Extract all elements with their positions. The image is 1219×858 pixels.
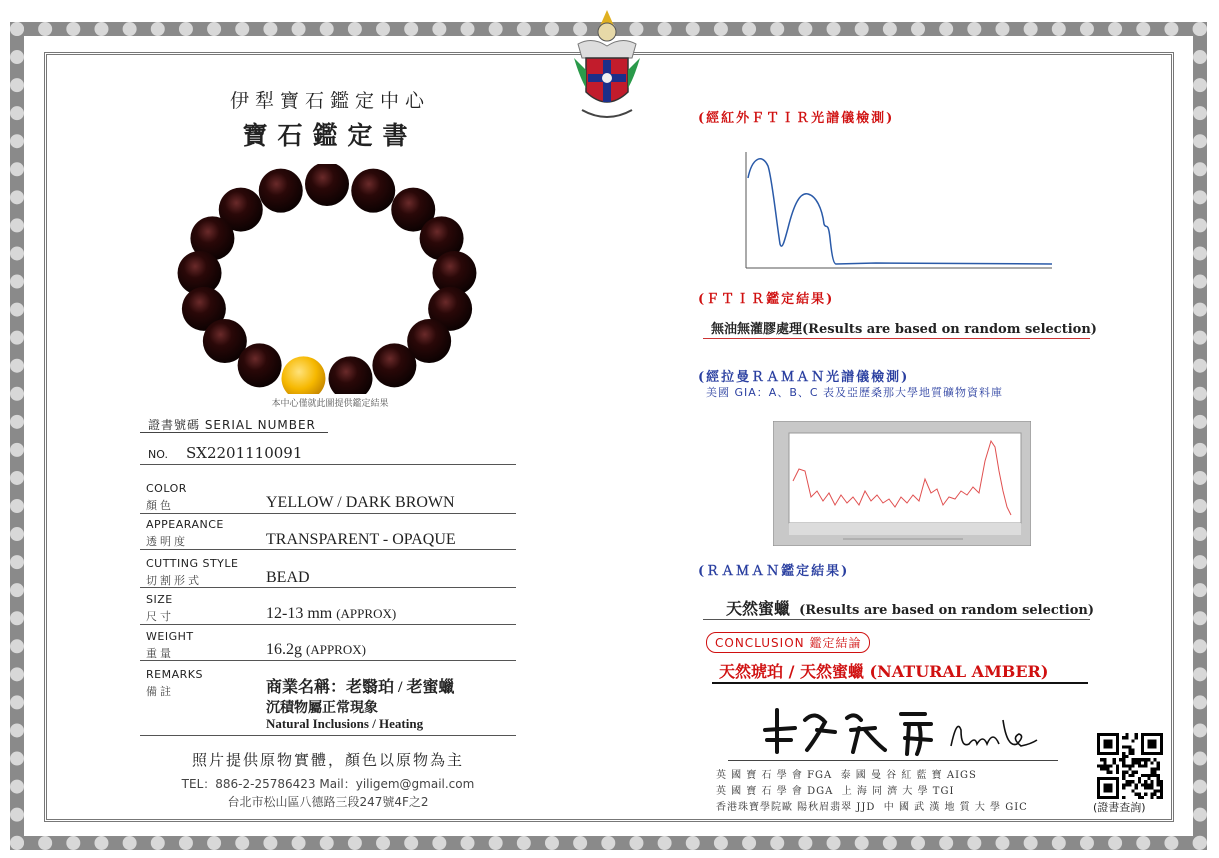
cutting-style-value: BEAD [266,569,310,586]
serial-number-label: 證書號碼 SERIAL NUMBER [148,418,316,432]
conclusion-label: CONCLUSION 鑑定結論 [706,632,870,653]
cutting-style-label-zh: 切割形式 [146,574,202,587]
address: 台北市松山區八德路三段247號4F之2 [227,795,429,809]
issuer-name: 伊犁寶石鑑定中心 [229,90,430,112]
photo-note: 照片提供原物實體，顏色以原物為主 [191,751,464,769]
raman-heading: (經拉曼ＲＡＭＡＮ光譜儀檢測) [698,370,910,385]
coat-of-arms-logo [572,8,642,128]
remarks-label-zh: 備註 [146,685,174,698]
weight-label-en: WEIGHT [146,630,194,643]
weight-label-zh: 重量 [146,647,174,660]
qr-code-label: (證書查詢) [1093,801,1146,814]
divider [140,660,516,661]
conclusion-value: 天然琥珀 / 天然蜜蠟 (NATURAL AMBER) [719,662,1049,681]
divider [703,338,1090,339]
dark-bead [329,356,373,394]
dark-bead [351,169,395,213]
divider [712,682,1088,684]
appearance-label-zh: 透明度 [146,535,188,548]
qr-code[interactable] [1097,733,1163,799]
divider [140,549,516,550]
serial-no-label: NO. [148,448,168,461]
color-value: YELLOW / DARK BROWN [266,494,455,511]
dark-bead [238,343,282,387]
contact-info: TEL：886-2-25786423 Mail：yiligem@gmail.com [181,777,475,791]
size-label-zh: 尺寸 [146,610,174,623]
divider [140,513,516,514]
remarks-inclusions-en: Natural Inclusions / Heating [266,716,424,731]
raman-database: 美國 GIA：A、B、C 表及亞歷桑那大學地質礦物資料庫 [706,386,1004,399]
signature-line [728,760,1058,761]
divider [140,432,328,433]
signature [755,700,1045,760]
dark-bead [305,164,349,206]
remarks-value: 商業名稱：老翳珀 / 老蜜蠟 [266,679,455,696]
dark-bead [259,169,303,213]
remarks-label-en: REMARKS [146,668,203,681]
raman-spectrum-chart [773,421,1031,546]
size-value: 12-13 mm (APPROX) [266,605,397,622]
color-label-zh: 顏色 [146,499,174,512]
credential-row: 香港珠寶學院歐 陽秋眉翡翠 JJD 中 國 武 漢 地 質 大 學 GIC [716,802,1028,813]
document-title: 寶石鑑定書 [242,121,418,150]
ftir-spectrum-chart [736,148,1054,272]
raman-result: 天然蜜蠟 (Results are based on random selection) [726,599,1094,618]
credential-row: 英 國 寶 石 學 會 DGA 上 海 同 濟 大 學 TGI [716,786,955,797]
appearance-label-en: APPEARANCE [146,518,224,531]
raman-result-heading: (ＲＡＭＡＮ鑑定結果) [698,564,850,579]
size-label-en: SIZE [146,593,173,606]
photo-caption: 本中心僅就此圖提供鑑定結果 [271,399,389,409]
ftir-heading: (經紅外ＦＴＩＲ光譜儀檢測) [698,111,895,126]
divider [703,619,1090,620]
divider [140,624,516,625]
divider [140,464,516,465]
ftir-result-heading: (ＦＴＩＲ鑑定結果) [698,292,835,307]
serial-number-value: SX2201110091 [186,444,303,462]
amber-bead [281,356,325,394]
color-label-en: COLOR [146,482,187,495]
appearance-value: TRANSPARENT - OPAQUE [266,531,456,548]
weight-value: 16.2g (APPROX) [266,641,366,658]
divider [140,587,516,588]
dark-bead [372,343,416,387]
remarks-inclusions-zh: 沉積物屬正常現象 [266,700,378,716]
bracelet-photo [172,164,482,394]
ftir-result: 無油無灌膠處理(Results are based on random selection) [711,322,1097,337]
credential-row: 英 國 寶 石 學 會 FGA 泰 國 曼 谷 紅 藍 寶 AIGS [716,770,977,781]
divider [140,735,516,736]
cutting-style-label-en: CUTTING STYLE [146,557,239,570]
